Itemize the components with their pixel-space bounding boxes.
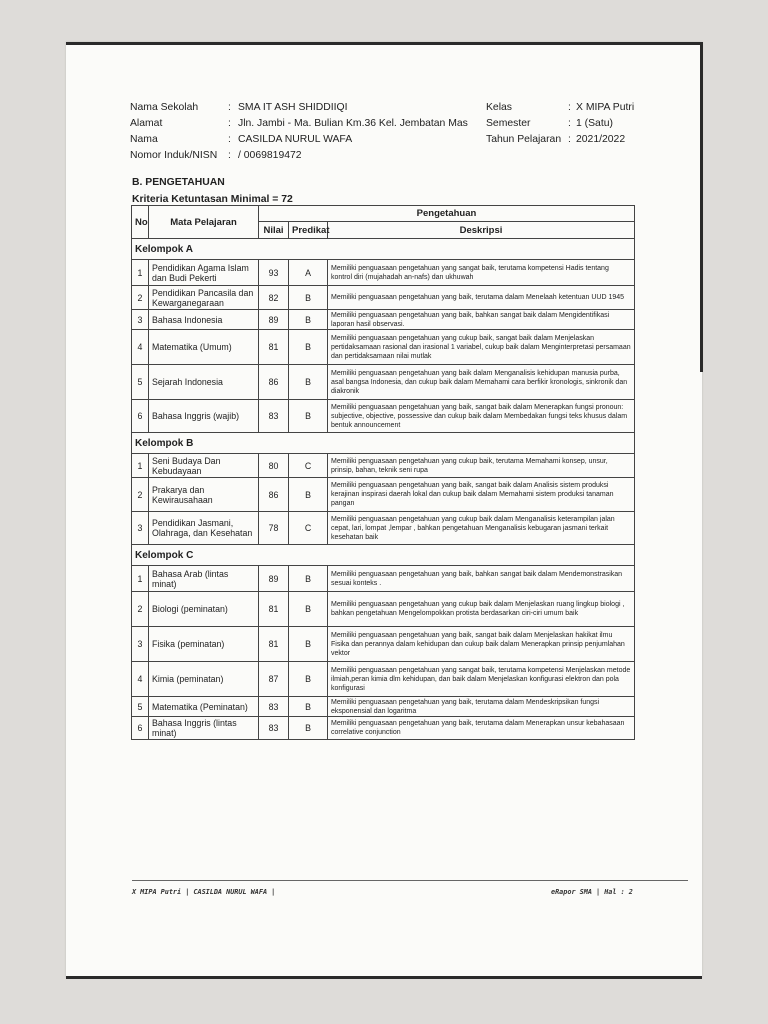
description-text: Memiliki penguasaan pengetahuan yang baik, terutama dalam Menelaah ketentuan UUD 1945 (328, 286, 635, 310)
page-edge-right (700, 42, 703, 372)
score-value: 87 (259, 662, 289, 697)
row-number: 3 (132, 627, 149, 662)
page-edge-bottom (66, 976, 702, 979)
score-value: 89 (259, 310, 289, 330)
description-text: Memiliki penguasaan pengetahuan yang cukup baik, terutama Memahami konsep, unsur, prinsip, bahan, teknik seni rupa (328, 454, 635, 478)
header-knowledge: Pengetahuan (259, 206, 635, 222)
description-text: Memiliki penguasaan pengetahuan yang baik, sangat baik dalam Analisis sistem produksi kerajinan inspirasi daerah lokal dan cukup baik dalam Memahami sistem produksi tanaman pangan (328, 478, 635, 512)
table-row (132, 478, 635, 512)
row-number: 3 (132, 512, 149, 545)
row-number: 5 (132, 365, 149, 400)
description-text: Memiliki penguasaan pengetahuan yang baik, sangat baik dalam Menjelaskan hakikat ilmu Fisika dan perannya dalam kehidupan dan cukup baik dalam Menerapkan prinsip penjumlahan vektor (328, 627, 635, 662)
table-row (132, 310, 635, 330)
predicate-value: B (289, 717, 328, 740)
subject-name: Bahasa Arab (lintas minat) (149, 566, 259, 592)
score-value: 80 (259, 454, 289, 478)
subject-name: Matematika (Umum) (149, 330, 259, 365)
row-number: 1 (132, 454, 149, 478)
semester-label: Semester (486, 118, 531, 129)
description-text: Memiliki penguasaan pengetahuan yang baik, sangat baik dalam Menerapkan fungsi pronoun: subjective, objective, possessive dan cukup baik dalam Membedakan fungsi teks khusus dalam bentuk announcement (328, 400, 635, 433)
table-row (132, 512, 635, 545)
student-name: CASILDA NURUL WAFA (238, 134, 353, 145)
table-row (132, 454, 635, 478)
class-value: X MIPA Putri (576, 102, 635, 113)
group-title: Kelompok A (132, 239, 635, 260)
description-text: Memiliki penguasaan pengetahuan yang cukup baik, sangat baik dalam Menjelaskan pertidaksamaan rasional dan irasional 1 variabel, cukup baik dalam Menginterpretasi persamaan dan pertidaksamaan nilai mutlak (328, 330, 635, 365)
table-row (132, 286, 635, 310)
predicate-value: A (289, 260, 328, 286)
row-number: 1 (132, 260, 149, 286)
grades-table (131, 205, 635, 740)
subject-name: Prakarya dan Kewirausahaan (149, 478, 259, 512)
score-value: 81 (259, 627, 289, 662)
header-subject: Mata Pelajaran (149, 206, 259, 239)
colon: : (568, 134, 571, 145)
header-predicate: Predikat (289, 222, 328, 239)
score-value: 81 (259, 330, 289, 365)
colon: : (228, 102, 231, 113)
row-number: 6 (132, 717, 149, 740)
table-row (132, 400, 635, 433)
address-value: Jln. Jambi - Ma. Bulian Km.36 Kel. Jembatan Mas (238, 118, 468, 129)
table-row (132, 365, 635, 400)
score-value: 82 (259, 286, 289, 310)
row-number: 4 (132, 662, 149, 697)
footer-left: X MIPA Putri | CASILDA NURUL WAFA | (132, 888, 276, 896)
score-value: 83 (259, 717, 289, 740)
subject-name: Bahasa Inggris (lintas minat) (149, 717, 259, 740)
description-text: Memiliki penguasaan pengetahuan yang baik, terutama dalam Mendeskripsikan fungsi eksponensial dan logaritma (328, 697, 635, 717)
score-value: 81 (259, 592, 289, 627)
subject-name: Sejarah Indonesia (149, 365, 259, 400)
subject-name: Matematika (Peminatan) (149, 697, 259, 717)
row-number: 2 (132, 286, 149, 310)
nisn-value: / 0069819472 (238, 150, 302, 161)
nisn-label: Nomor Induk/NISN (130, 150, 218, 161)
header-score: Nilai (259, 222, 289, 239)
footer-divider (132, 880, 688, 881)
predicate-value: B (289, 627, 328, 662)
predicate-value: C (289, 512, 328, 545)
table-row (132, 592, 635, 627)
subject-name: Bahasa Inggris (wajib) (149, 400, 259, 433)
school-name: SMA IT ASH SHIDDIIQI (238, 102, 348, 113)
colon: : (228, 118, 231, 129)
predicate-value: B (289, 365, 328, 400)
table-row (132, 717, 635, 740)
subject-name: Kimia (peminatan) (149, 662, 259, 697)
description-text: Memiliki penguasaan pengetahuan yang sangat baik, terutama kompetensi Menjelaskan metode ilmiah,peran kimia dlm kehidupan, dan baik dalam Menjelaskan konfigurasi elektron dan pola konfigurasi (328, 662, 635, 697)
school-label: Nama Sekolah (130, 102, 199, 113)
year-label: Tahun Pelajaran (486, 134, 562, 145)
row-number: 3 (132, 310, 149, 330)
address-label: Alamat (130, 118, 163, 129)
predicate-value: B (289, 310, 328, 330)
colon: : (568, 118, 571, 129)
score-value: 86 (259, 365, 289, 400)
predicate-value: C (289, 454, 328, 478)
description-text: Memiliki penguasaan pengetahuan yang baik, terutama dalam Menerapkan unsur kebahasaan correlative conjunction (328, 717, 635, 740)
score-value: 86 (259, 478, 289, 512)
row-number: 4 (132, 330, 149, 365)
report-page (66, 42, 702, 977)
description-text: Memiliki penguasaan pengetahuan yang sangat baik, terutama kompetensi Hadis tentang kontrol diri (mujahadah an-nafs) dan ukhuwah (328, 260, 635, 286)
kkm-label: Kriteria Ketuntasan Minimal = 72 (132, 194, 293, 205)
page-edge-top (66, 42, 702, 45)
colon: : (568, 102, 571, 113)
score-value: 89 (259, 566, 289, 592)
row-number: 6 (132, 400, 149, 433)
name-label: Nama (130, 134, 158, 145)
table-row (132, 697, 635, 717)
subject-name: Fisika (peminatan) (149, 627, 259, 662)
subject-name: Seni Budaya Dan Kebudayaan (149, 454, 259, 478)
row-number: 2 (132, 478, 149, 512)
row-number: 1 (132, 566, 149, 592)
year-value: 2021/2022 (576, 134, 626, 145)
predicate-value: B (289, 400, 328, 433)
footer-right: eRapor SMA | Hal : 2 (551, 888, 633, 896)
group-row (132, 433, 635, 454)
description-text: Memiliki penguasaan pengetahuan yang baik, bahkan sangat baik dalam Mendemonstrasikan sesuai konteks . (328, 566, 635, 592)
predicate-value: B (289, 566, 328, 592)
header-description: Deskripsi (328, 222, 635, 239)
score-value: 93 (259, 260, 289, 286)
score-value: 83 (259, 697, 289, 717)
description-text: Memiliki penguasaan pengetahuan yang cukup baik dalam Menjelaskan ruang lingkup biologi , bahkan pengetahuan Mengelompokkan protista berdasarkan ciri-ciri umum baik (328, 592, 635, 627)
subject-name: Pendidikan Jasmani, Olahraga, dan Kesehatan (149, 512, 259, 545)
row-number: 5 (132, 697, 149, 717)
predicate-value: B (289, 330, 328, 365)
colon: : (228, 134, 231, 145)
score-value: 78 (259, 512, 289, 545)
predicate-value: B (289, 697, 328, 717)
semester-value: 1 (Satu) (576, 118, 613, 129)
header-no: No (132, 206, 149, 239)
predicate-value: B (289, 662, 328, 697)
predicate-value: B (289, 478, 328, 512)
description-text: Memiliki penguasaan pengetahuan yang cukup baik dalam Menganalisis keterampilan jalan cepat, lari, lompat ,lempar , bahkan pengetahuan Menganalisis kebugaran jasmani terkait kesehatan baik (328, 512, 635, 545)
row-number: 2 (132, 592, 149, 627)
group-title: Kelompok C (132, 545, 635, 566)
subject-name: Biologi (peminatan) (149, 592, 259, 627)
description-text: Memiliki penguasaan pengetahuan yang baik dalam Menganalisis kehidupan manusia purba, asal bangsa Indonesia, dan cukup baik dalam Memahami cara berfikir kronologis, sinkronik dan diakronik (328, 365, 635, 400)
score-value: 83 (259, 400, 289, 433)
subject-name: Bahasa Indonesia (149, 310, 259, 330)
table-row (132, 260, 635, 286)
predicate-value: B (289, 286, 328, 310)
group-row (132, 239, 635, 260)
group-title: Kelompok B (132, 433, 635, 454)
table-row (132, 566, 635, 592)
table-row (132, 330, 635, 365)
section-title: B. PENGETAHUAN (132, 177, 225, 188)
table-row (132, 662, 635, 697)
predicate-value: B (289, 592, 328, 627)
description-text: Memiliki penguasaan pengetahuan yang baik, bahkan sangat baik dalam Mengidentifikasi laporan hasil observasi. (328, 310, 635, 330)
subject-name: Pendidikan Pancasila dan Kewarganegaraan (149, 286, 259, 310)
class-label: Kelas (486, 102, 512, 113)
colon: : (228, 150, 231, 161)
subject-name: Pendidikan Agama Islam dan Budi Pekerti (149, 260, 259, 286)
group-row (132, 545, 635, 566)
table-row (132, 627, 635, 662)
